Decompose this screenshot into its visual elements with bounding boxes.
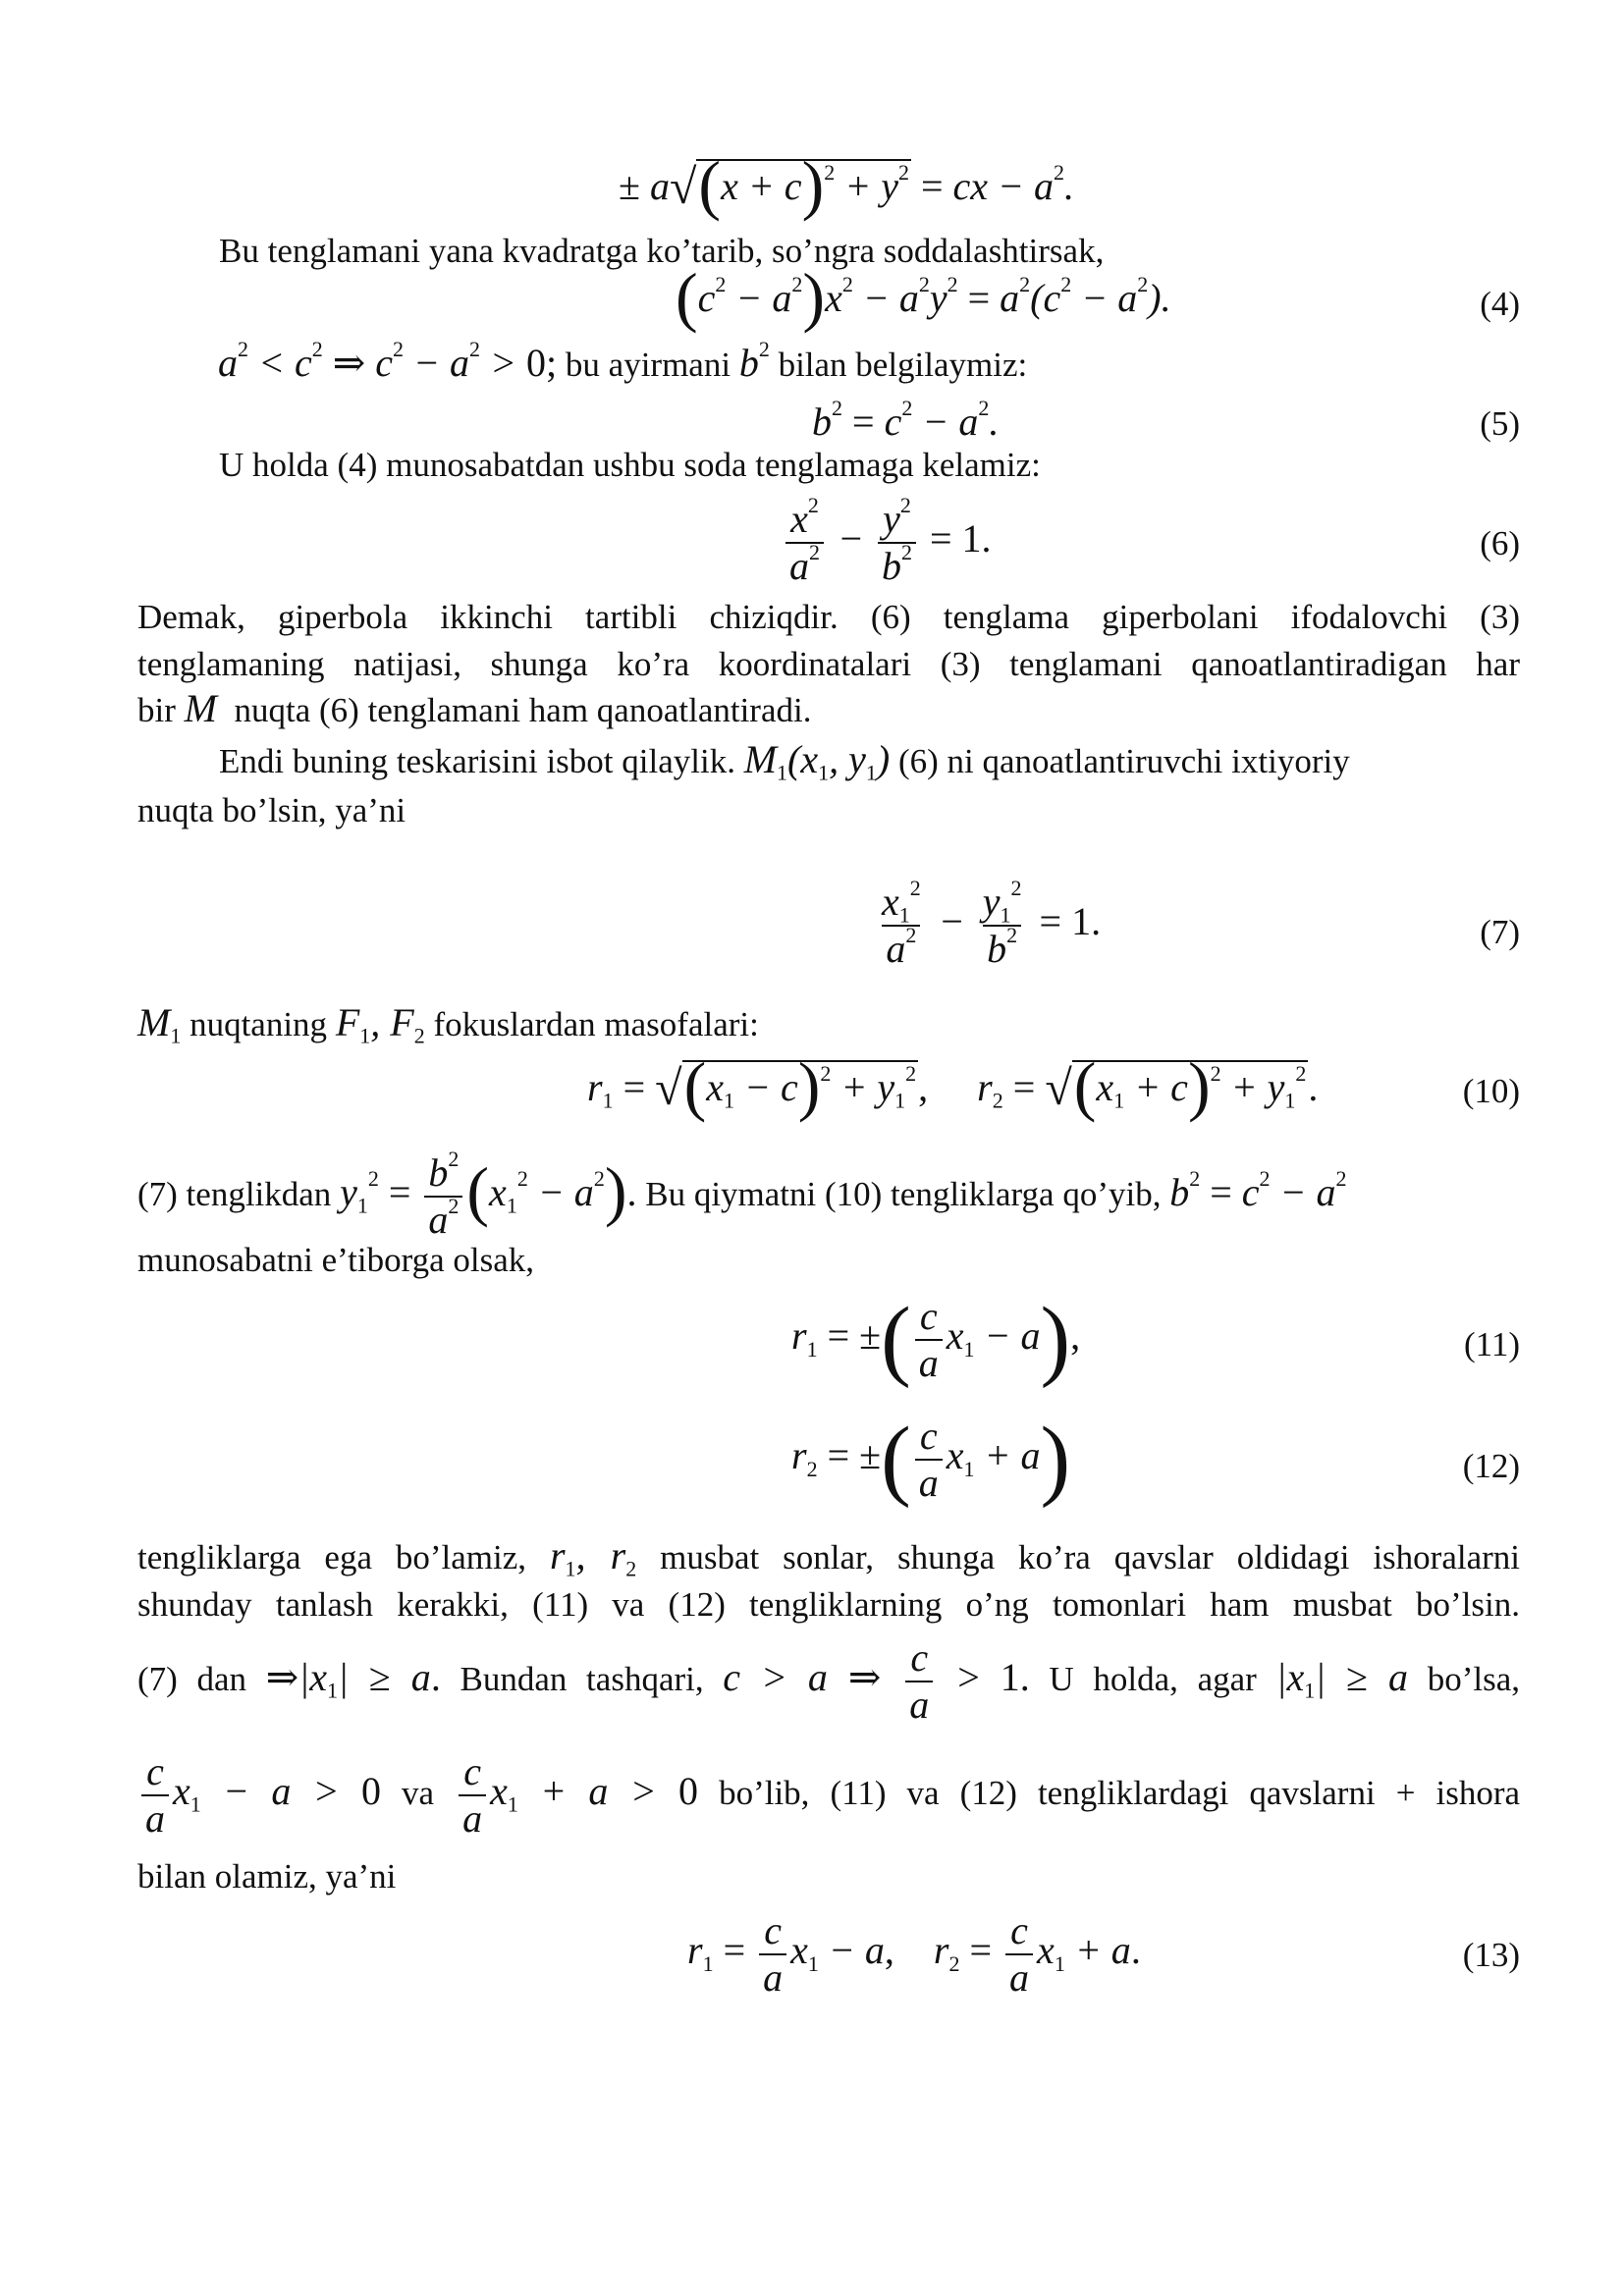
paragraph-2: $a^2 < c^2$ ⇒ $c^2 - a^2 > 0$; bu ayirmani $b^2$ bilan belgilaymiz: (218, 337, 1028, 385)
equation-11: $r_1$ = ±( $\frac{c}{a}$ $x_1 - a$), (791, 1288, 1081, 1389)
equation-number-10: (10) (1462, 1072, 1520, 1110)
equation-number-7: (7) (1480, 913, 1520, 951)
paragraph-1: Bu tenglamani yana kvadratga ko’tarib, so’ngra soddalashtirsak, (219, 232, 1105, 270)
equation-7: $\frac{x_1^2}{a^2}$ − $\frac{y_1^2}{b^2}$ = 1. (882, 876, 1102, 971)
paragraph-3: U holda (4) munosabatdan ushbu soda tenglamaga kelamiz: (219, 446, 1041, 484)
paragraph-8: munosabatni e’tiborga olsak, (137, 1241, 535, 1279)
paragraph-9: tengliklarga ega bo’lamiz, $r_1$, $r_2$ musbat sonlar, shunga ko’ra qavslar oldidagi ishoralarni (137, 1533, 1520, 1581)
paragraph-10: shunday tanlash kerakki, (11) va (12) tengliklarning o’ng tomonlari ham musbat bo’lsin. (137, 1585, 1520, 1624)
equation-number-12: (12) (1462, 1447, 1520, 1485)
equation-number-4: (4) (1480, 285, 1520, 323)
equation-number-5: (5) (1480, 404, 1520, 443)
paragraph-5-line-1: Endi buning teskarisini isbot qilaylik. $M_1(x_1$, $y_1$) (6) ni qanoatlantiruvchi ixtiyoriy (219, 737, 1350, 785)
equation-number-13: (13) (1462, 1936, 1520, 1974)
paragraph-12: $\frac{c}{a}$ $x_1 - a > 0$ va $\frac{c}{a}$ $x_1 + a > 0$ bo’lib, (11) va (12) tengliklardagi qavslarni + ishora (137, 1749, 1520, 1842)
equation-number-6: (6) (1480, 524, 1520, 562)
equation-4: $(c^2 - a^2)x^2 - a^2y^2 = a^2(c^2 - a^2)$. (676, 259, 1171, 335)
paragraph-4-line-1: Demak, giperbola ikkinchi tartibli chiziqdir. (6) tenglama giperbolani ifodalovchi (3) (137, 598, 1520, 636)
paragraph-7: (7) tenglikdan $y_1^2$ = $\frac{b^2}{a^2}$ $(x_1^2 - a^2)$. Bu qiymatni (10) tengliklarga qo’yib, $b^2 = c^2 - a^2$ (137, 1147, 1347, 1242)
equation-12: $r_2$ = ±( $\frac{c}{a}$ $x_1 + a$) (791, 1408, 1071, 1509)
paragraph-11: (7) dan $\Rightarrow|x_1| \ge a$. Bundan tashqari, c > a ⇒ $\frac{c}{a}$ > 1. U holda, agar $|x_1| \ge a$ bo’lsa, (137, 1635, 1521, 1727)
paragraph-5-line-2: nuqta bo’lsin, ya’ni (137, 791, 406, 829)
equation-10: $r_1 = √(x_1 - c)^2 + y_1^2$, $r_2 = √(x_1 + c)^2 + y_1^2$. (587, 1048, 1319, 1124)
paragraph-4-line-2: tenglamaning natijasi, shunga ko’ra koordinatalari (3) tenglamani qanoatlantiradigan har (137, 645, 1520, 683)
paragraph-6: $M_1$ nuqtaning $F_1$, $F_2$ fokuslardan masofalari: (137, 1000, 759, 1048)
equation-top: ± $a√(x + c)^2 + y^2$ = cx − $a^2$. (619, 147, 1075, 223)
equation-5: $b^2 = c^2 - a^2$. (812, 396, 1000, 444)
equation-6: $\frac{x^2}{a^2}$ − $\frac{y^2}{b^2}$ = 1. (782, 497, 992, 589)
paragraph-4-line-3: bir M nuqta (6) tenglamani ham qanoatlantiradi. (137, 686, 812, 730)
equation-number-11: (11) (1463, 1325, 1520, 1363)
paragraph-13: bilan olamiz, ya’ni (137, 1857, 397, 1896)
equation-13: $r_1$ = $\frac{c}{a}$ $x_1 - a$, $r_2$ = $\frac{c}{a}$ $x_1 + a$. (687, 1908, 1141, 2000)
